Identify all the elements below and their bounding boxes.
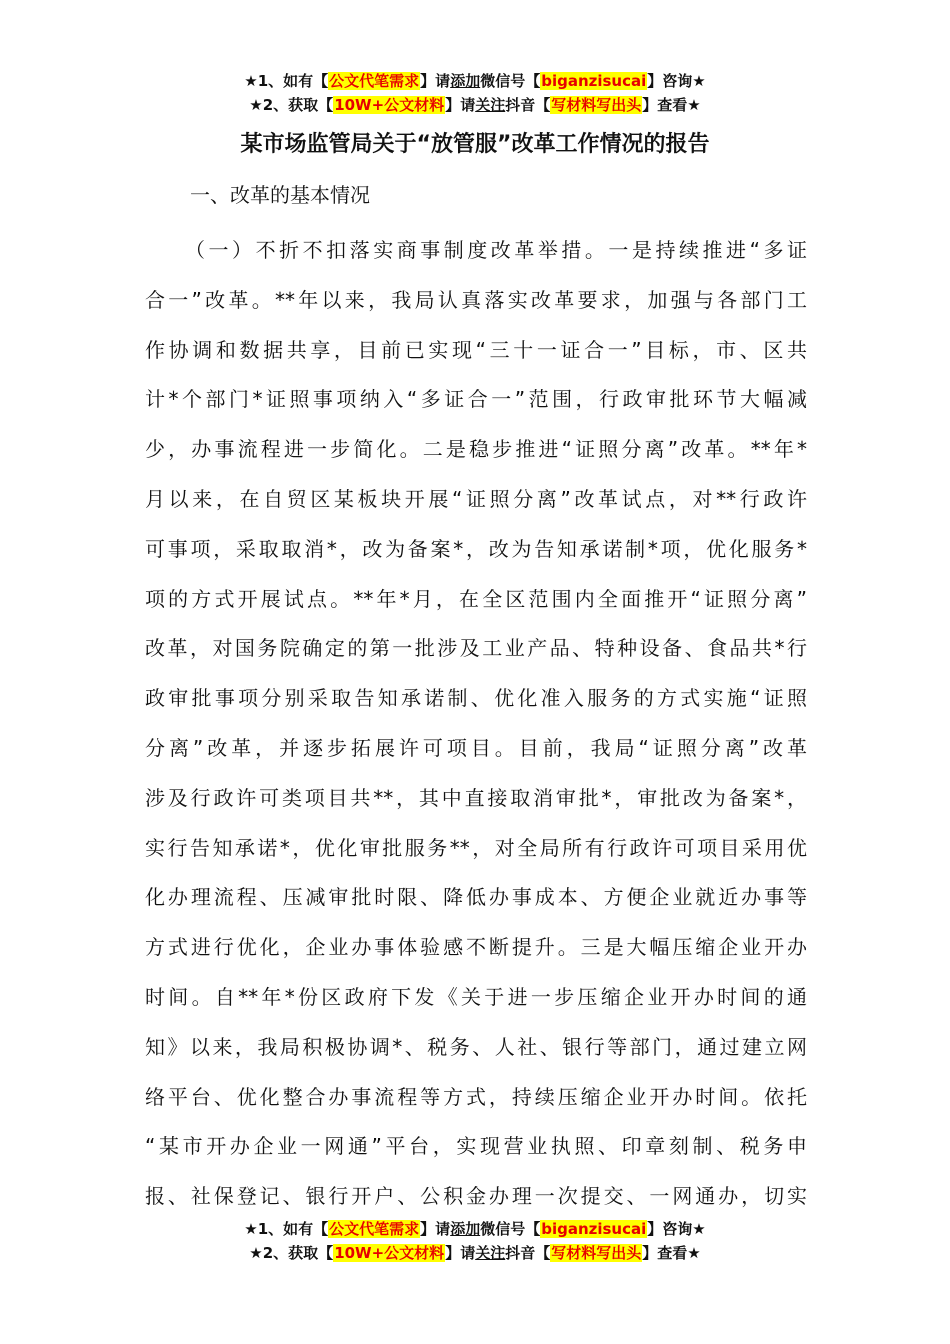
- promo-text: 】请: [420, 72, 451, 90]
- promo-text: 】请: [445, 1244, 476, 1262]
- promo-highlight: 公文代笔需求: [329, 72, 420, 90]
- body-line: 时间。自**年*份区政府下发《关于进一步压缩企业开办时间的通: [145, 984, 807, 1009]
- promo-line-2: [0, 94, 950, 118]
- promo-text: ★2、获取【: [249, 96, 334, 114]
- promo-underlined: 添加: [450, 72, 481, 90]
- body-line: 涉及行政许可类项目共**，其中直接取消审批*，审批改为备案*，: [145, 785, 807, 810]
- body-line: 计*个部门*证照事项纳入“多证合一”范围，行政审批环节大幅减: [145, 387, 807, 412]
- promo-highlight: biganzisucai: [541, 72, 647, 90]
- promo-underlined: 关注: [475, 96, 506, 114]
- promo-highlight: 10W+公文材料: [334, 96, 445, 114]
- body-line: 络平台、优化整合办事流程等方式，持续压缩企业开办时间。依托: [145, 1084, 807, 1109]
- body-line: 方式进行优化，企业办事体验感不断提升。三是大幅压缩企业开办: [145, 935, 807, 960]
- body-line: （一）不折不扣落实商事制度改革举措。一是持续推进“多证: [185, 238, 807, 262]
- promo-highlight: 公文代笔需求: [329, 1220, 420, 1238]
- promo-underlined: 添加: [450, 1220, 481, 1238]
- document-title: 某市场监管局关于“放管服”改革工作情况的报告: [240, 132, 710, 157]
- body-line: 改革，对国务院确定的第一批涉及工业产品、特种设备、食品共*行: [145, 636, 807, 661]
- bottom-promo-banner: [0, 1218, 950, 1266]
- promo-highlight: 写材料写出头: [551, 1244, 642, 1262]
- promo-line-1: [0, 70, 950, 94]
- section-heading: 一、改革的基本情况: [190, 183, 370, 207]
- body-line: 实行告知承诺*，优化审批服务**，对全局所有行政许可项目采用优: [145, 835, 807, 860]
- promo-text: ★2、获取【: [249, 1244, 334, 1262]
- promo-text: ★1、如有【: [244, 1220, 329, 1238]
- body-line: 可事项，采取取消*，改为备案*，改为告知承诺制*项，优化服务*: [145, 536, 807, 561]
- body-line: 知》以来，我局积极协调*、税务、人社、银行等部门，通过建立网: [145, 1034, 807, 1059]
- promo-text: 】请: [420, 1220, 451, 1238]
- top-promo-banner: [0, 70, 950, 118]
- promo-highlight: biganzisucai: [541, 1220, 647, 1238]
- promo-text: 】查看★: [642, 1244, 701, 1262]
- promo-highlight: 写材料写出头: [551, 96, 642, 114]
- body-line: 合一”改革。**年以来，我局认真落实改革要求，加强与各部门工: [145, 287, 807, 312]
- body-line: 少，办事流程进一步简化。二是稳步推进“证照分离”改革。**年*: [145, 437, 807, 462]
- promo-text: 微信号【: [480, 72, 541, 90]
- body-line: 项的方式开展试点。**年*月，在全区范围内全面推开“证照分离”: [145, 586, 807, 611]
- promo-text: 】咨询★: [647, 72, 706, 90]
- promo-text: 】请: [445, 96, 476, 114]
- body-line: 分离”改革，并逐步拓展许可项目。目前，我局“证照分离”改革: [145, 735, 807, 760]
- body-line: “某市开办企业一网通”平台，实现营业执照、印章刻制、税务申: [145, 1134, 807, 1159]
- body-line: 化办理流程、压减审批时限、降低办事成本、方便企业就近办事等: [145, 885, 807, 910]
- body-line: 报、社保登记、银行开户、公积金办理一次提交、一网通办，切实: [145, 1184, 807, 1209]
- body-line: 作协调和数据共享，目前已实现“三十一证合一”目标，市、区共: [145, 337, 807, 362]
- promo-text: 】查看★: [642, 96, 701, 114]
- promo-highlight: 10W+公文材料: [334, 1244, 445, 1262]
- promo-text: ★1、如有【: [244, 72, 329, 90]
- body-line: 月以来，在自贸区某板块开展“证照分离”改革试点，对**行政许: [145, 486, 807, 511]
- promo-text: 抖音【: [505, 1244, 551, 1262]
- body-line: 政审批事项分别采取告知承诺制、优化准入服务的方式实施“证照: [145, 686, 807, 711]
- document-body: [145, 226, 807, 1222]
- promo-text: 】咨询★: [647, 1220, 706, 1238]
- promo-text: 微信号【: [480, 1220, 541, 1238]
- promo-line-1: [0, 1218, 950, 1242]
- promo-underlined: 关注: [475, 1244, 506, 1262]
- promo-text: 抖音【: [505, 96, 551, 114]
- promo-line-2: [0, 1242, 950, 1266]
